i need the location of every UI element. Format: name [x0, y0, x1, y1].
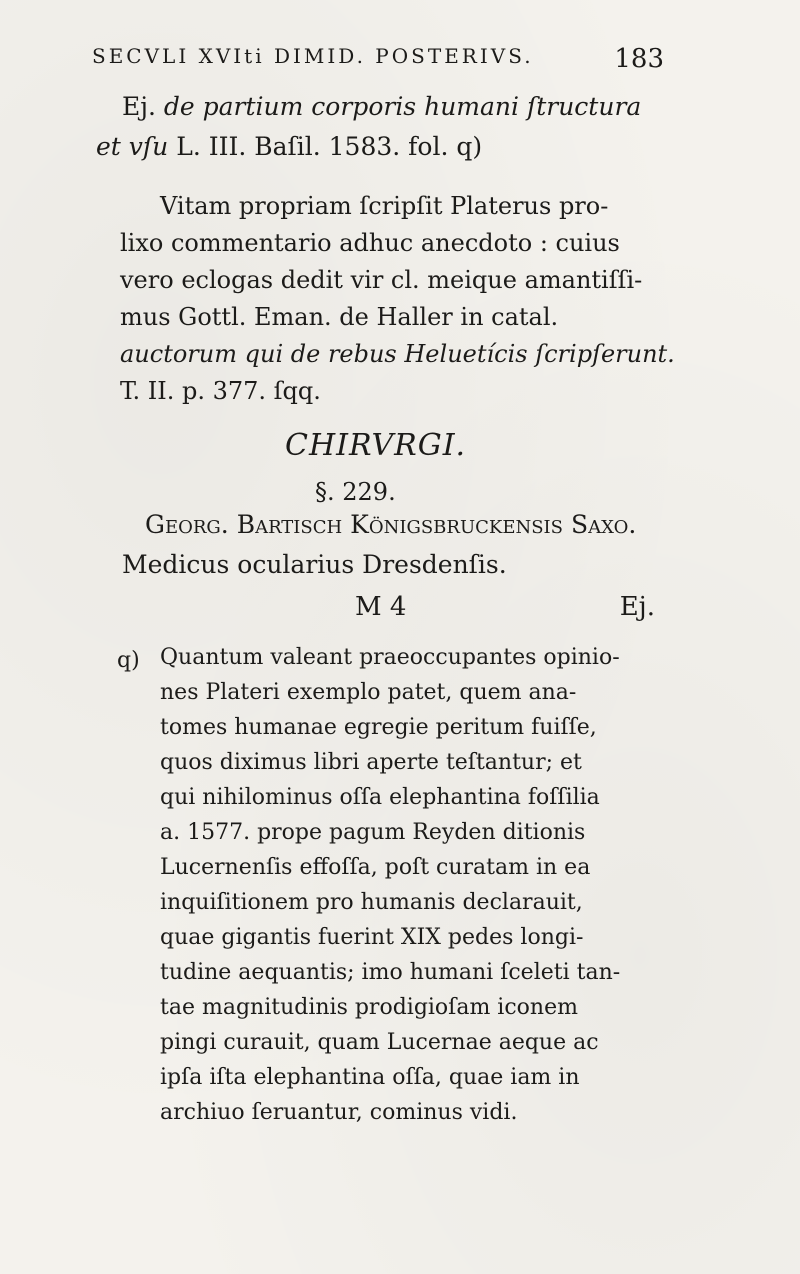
section-title: CHIRVRGI. [285, 428, 467, 463]
signature-line [355, 592, 655, 622]
vita-line-2: lixo commentario adhuc anecdoto : cuius [120, 229, 620, 257]
vita-line-5: auctorum qui de rebus Heluetícis ſcripſerunt. [120, 340, 675, 368]
footnote-line-7: Lucernenſis effoſſa, poſt curatam in ea [160, 855, 591, 880]
signature-mark: M 4 [355, 592, 407, 622]
footnote-line-11: tae magnitudinis prodigioſam iconem [160, 995, 578, 1020]
footnote-line-1: Quantum valeant praeoccupantes opinio- [160, 645, 620, 670]
footnote-marker: q) [117, 648, 140, 673]
person-name-line: Georg. Bartisch Königsbruckenſis Saxo. [145, 510, 637, 539]
person-role-line: Medicus ocularius Dresdenſis. [122, 550, 507, 579]
footnote-line-6: a. 1577. prope pagum Reyden ditionis [160, 820, 586, 845]
vita-line-1: Vitam propriam ſcripſit Platerus pro- [160, 192, 609, 220]
entry-line-1 [122, 92, 641, 121]
footnote-line-4: quos diximus libri aperte teſtantur; et [160, 750, 582, 775]
running-header [92, 44, 664, 74]
entry-title-italic-2: et vſu [96, 132, 169, 161]
footnote-line-3: tomes humanae egregie peritum fuiſſe, [160, 715, 597, 740]
entry-prefix: Ej. [122, 92, 156, 121]
page-number: 183 [614, 44, 664, 74]
footnote-line-10: tudine aequantis; imo humani ſceleti tan- [160, 960, 621, 985]
catchword: Ej. [619, 592, 655, 622]
footnote-line-12: pingi curauit, quam Lucernae aeque ac [160, 1030, 599, 1055]
entry-imprint: L. III. Baſil. 1583. fol. q) [176, 132, 483, 161]
footnote-line-8: inquiſitionem pro humanis declarauit, [160, 890, 583, 915]
footnote-line-14: archiuo ſeruantur, cominus vidi. [160, 1100, 518, 1125]
entry-line-2 [96, 132, 482, 161]
vita-line-6: T. II. p. 377. ſqq. [120, 377, 321, 405]
running-title: SECVLI XVIti DIMID. POSTERIVS. [92, 44, 534, 68]
entry-title-italic: de partium corporis humani ſtructura [163, 92, 642, 121]
footnote-line-9: quae gigantis fuerint XIX pedes longi- [160, 925, 584, 950]
footnote-line-5: qui nihilominus oſſa elephantina foſſilia [160, 785, 600, 810]
vita-line-4: mus Gottl. Eman. de Haller in catal. [120, 303, 559, 331]
section-number: §. 229. [315, 478, 396, 506]
footnote-line-13: ipſa iſta elephantina oſſa, quae iam in [160, 1065, 580, 1090]
vita-line-3: vero eclogas dedit vir cl. meique amantiſſi- [120, 266, 643, 294]
footnote-line-2: nes Plateri exemplo patet, quem ana- [160, 680, 577, 705]
